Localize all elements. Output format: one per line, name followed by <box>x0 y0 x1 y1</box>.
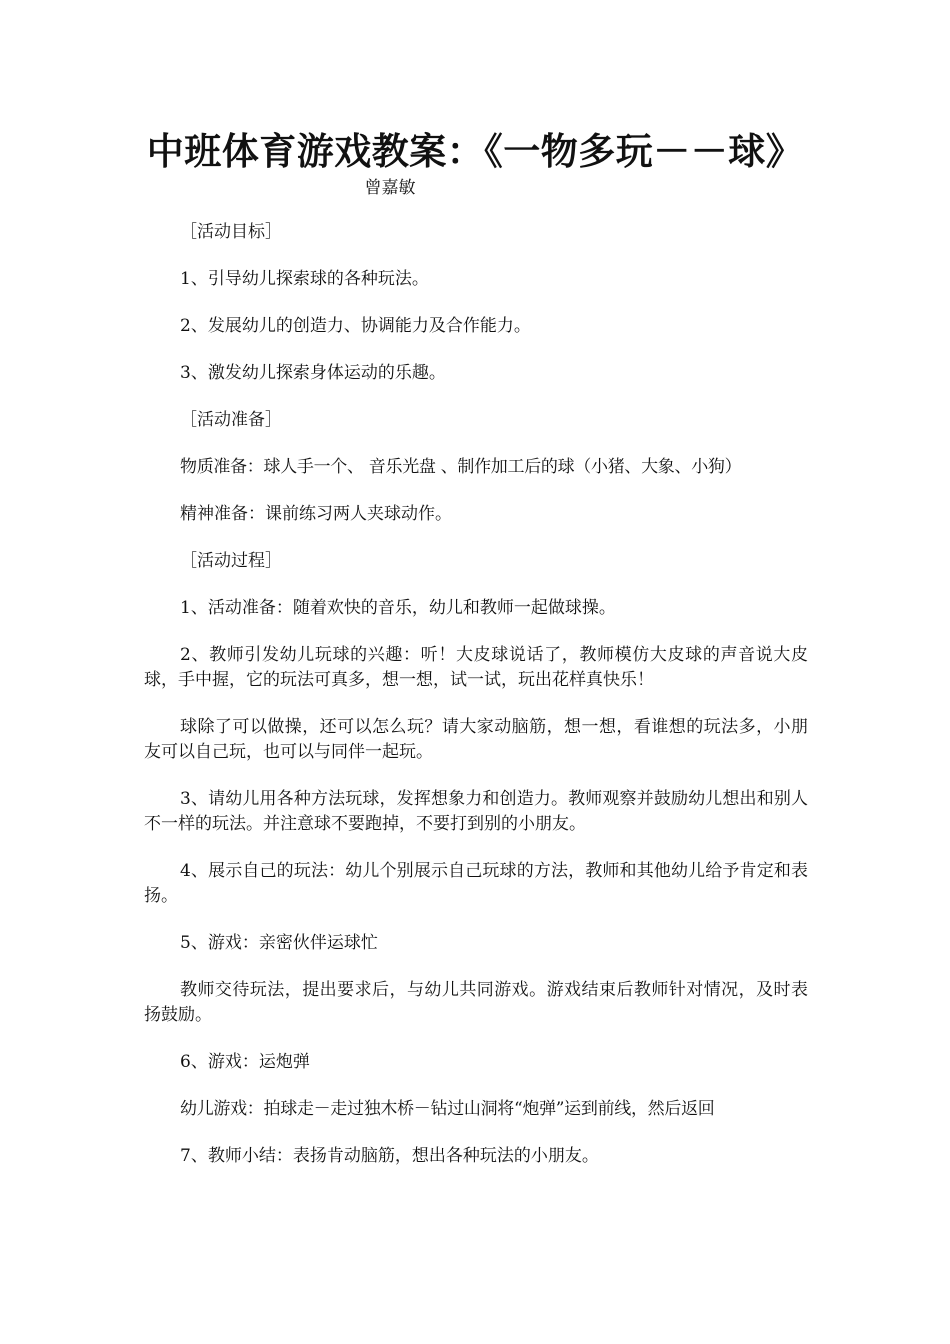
process-step-5-detail: 教师交待玩法，提出要求后，与幼儿共同游戏。游戏结束后教师针对情况，及时表扬鼓励。 <box>144 980 808 1025</box>
goal-item-1: 1、引导幼儿探索球的各种玩法。 <box>180 269 429 289</box>
section-heading-process: ［活动过程］ <box>180 551 282 571</box>
process-step-2: 2、教师引发幼儿玩球的兴趣：听！大皮球说话了，教师模仿大皮球的声音说大皮球，手中握，它的玩法可真多，想一想，试一试，玩出花样真快乐！ <box>144 645 808 690</box>
process-step-7: 7、教师小结：表扬肯动脑筋，想出各种玩法的小朋友。 <box>180 1146 599 1166</box>
author-name: 曾嘉敏 <box>364 178 416 198</box>
goal-item-2: 2、发展幼儿的创造力、协调能力及合作能力。 <box>180 316 531 336</box>
section-heading-preparation: ［活动准备］ <box>180 410 282 430</box>
process-step-4: 4、展示自己的玩法：幼儿个别展示自己玩球的方法，教师和其他幼儿给予肯定和表扬。 <box>144 861 808 906</box>
process-step-6-detail: 幼儿游戏：拍球走－走过独木桥－钻过山洞将“炮弹”运到前线，然后返回 <box>180 1099 715 1119</box>
process-step-1: 1、活动准备：随着欢快的音乐，幼儿和教师一起做球操。 <box>180 598 616 618</box>
section-heading-goals: ［活动目标］ <box>180 222 282 242</box>
process-step-6: 6、游戏：运炮弹 <box>180 1052 310 1072</box>
material-preparation: 物质准备：球人手一个、 音乐光盘 、制作加工后的球（小猪、大象、小狗） <box>180 457 742 477</box>
process-step-3: 3、请幼儿用各种方法玩球，发挥想象力和创造力。教师观察并鼓励幼儿想出和别人不一样的玩法。并注意球不要跑掉，不要打到别的小朋友。 <box>144 789 808 834</box>
process-step-5: 5、游戏：亲密伙伴运球忙 <box>180 933 378 953</box>
goal-item-3: 3、激发幼儿探索身体运动的乐趣。 <box>180 363 446 383</box>
document-body <box>144 220 808 1191</box>
document-title: 中班体育游戏教案：《一物多玩－－球》 <box>146 129 804 173</box>
mental-preparation: 精神准备：课前练习两人夹球动作。 <box>180 504 452 524</box>
process-step-2-followup: 球除了可以做操，还可以怎么玩？请大家动脑筋，想一想，看谁想的玩法多，小朋友可以自己玩，也可以与同伴一起玩。 <box>144 717 808 762</box>
